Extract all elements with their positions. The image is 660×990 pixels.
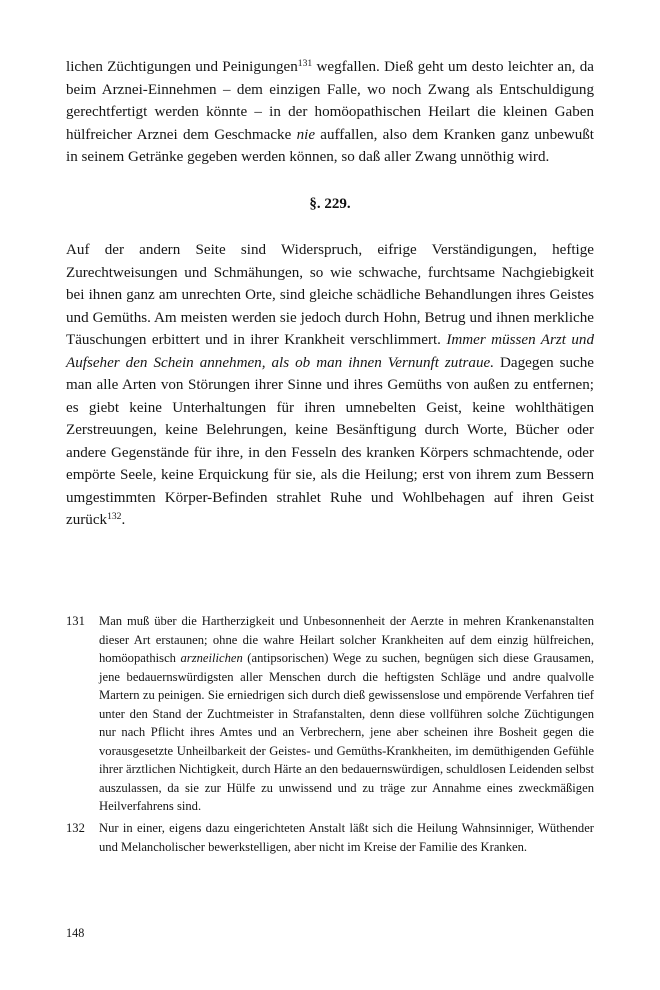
footnote-132	[66, 819, 594, 856]
section-229-part2: Dagegen suche man alle Arten von Störungen ihrer Sinne und ihres Gemüths von außen zu entfernen; es giebt keine Unterhaltungen für ihren umnebelten Geist, keine wohlthätigen Zerstreuungen, keine Belehrungen, keine Besänftigung durch Worte, Bücher oder andere Gegenstände für ihre, in den Fesseln des kranken Körpers schmachtende, oder empörte Seele, keine Erquickung für sie, als die Heilung; erst von ihrem zum Bessern umgestimmten Körper-Befinden strahlet Ruhe und Wohlbehagen auf ihren Geist zurück	[66, 354, 594, 528]
emphasis-schein-annehmen: Immer müssen Arzt und Aufseher den Schein annehmen, als ob man ihnen Vernunft zutraue.	[66, 332, 594, 371]
paragraph-section-229	[66, 239, 594, 532]
footnote-131	[66, 612, 594, 816]
emphasis-nie: nie	[296, 126, 316, 143]
footnote-131-part2: (antipsorischen) Wege zu suchen, begnügen sich diese Grausamen, jene bedauernswürdigsten aller Menschen durch die heftigsten Schläge und andre qualvolle Martern zu peinigen. Sie erniedrigen sich durch dieß gewissenslose und empörende Verfahren tief unter den Stand der Zuchtmeister in Strafanstalten, denn diese vollführen solche Züchtigungen nur nach Pflicht ihres Amtes und an Verbrechern, jene aber scheinen ihre Bosheit gegen die vorausgesetzte Unheilbarkeit der Geistes- und Gemüths-Krankheiten, im demüthigenden Gefühle ihrer ärztlichen Nichtigkeit, durch Härte an den bedauernswürdigen, schuldlosen Leidenden selbst auszulassen, da sie zur Hülfe zu unwissend und zu träge zur Annahme eines zweckmäßigen Heilverfahrens sind.	[99, 651, 594, 814]
footnote-131-part1: Man muß über die Hartherzigkeit und Unbesonnenheit der Aerzte in mehren Krankenanstalten dieser Art erstaunen; ohne die wahre Heilart solcher Krankheiten auf dem einzig hülfreichen, homöopathisch	[99, 614, 594, 666]
section-229-part1: Auf der andern Seite sind Widerspruch, eifrige Verständigungen, heftige Zurechtweisungen und Schmähungen, so wie schwache, furchtsame Nachgiebigkeit bei ihnen ganz am unrechten Orte, sind gleiche schädliche Behandlungen ihres Geistes und Gemüths. Am meisten werden sie jedoch durch Hohn, Betrug und ihnen merkliche Täuschungen erbittert und in ihrer Krankheit verschlimmert.	[66, 242, 594, 348]
section-229-end: .	[121, 512, 126, 528]
footnote-marker-132[interactable]: 132	[107, 511, 122, 523]
section-heading-229: §. 229.	[309, 195, 351, 212]
footnote-131-number: 131	[66, 614, 85, 628]
footnote-131-emphasis: arzneilichen	[180, 651, 243, 666]
page-number: 148	[66, 926, 85, 940]
footnotes-section	[66, 612, 594, 856]
paragraph-continued-tail: auffallen, also dem Kranken ganz unbewußt in seinem Getränke gegeben werden können, so daß aller Zwang unnöthig wird.	[66, 126, 595, 165]
main-text-column	[66, 56, 594, 532]
footnote-132-part1: Nur in einer, eigens dazu eingerichteten Anstalt läßt sich die Heilung Wahnsinniger, Wüthender und Melancholischer bewerkstelligen, aber nicht im Kreise der Familie des Kranken.	[99, 821, 594, 854]
paragraph-continued	[66, 56, 594, 169]
paragraph-continued-rest: wegfallen. Dieß geht um desto leichter an, da beim Arznei-Einnehmen – dem einzigen Falle, wo noch Zwang als Entschuldigung gerechtfertigt werden könnte – in der homöopathischen Heilart die kleinen Gaben hülfreicher Arznei dem Geschmacke	[66, 59, 594, 143]
paragraph-continued-prefix: lichen Züchtigungen und Peinigungen	[66, 59, 298, 75]
footnote-132-number: 132	[66, 821, 85, 836]
heading-spacer-above	[66, 169, 594, 193]
footnote-marker-131[interactable]: 131	[297, 58, 313, 70]
heading-spacer-below	[66, 215, 594, 239]
